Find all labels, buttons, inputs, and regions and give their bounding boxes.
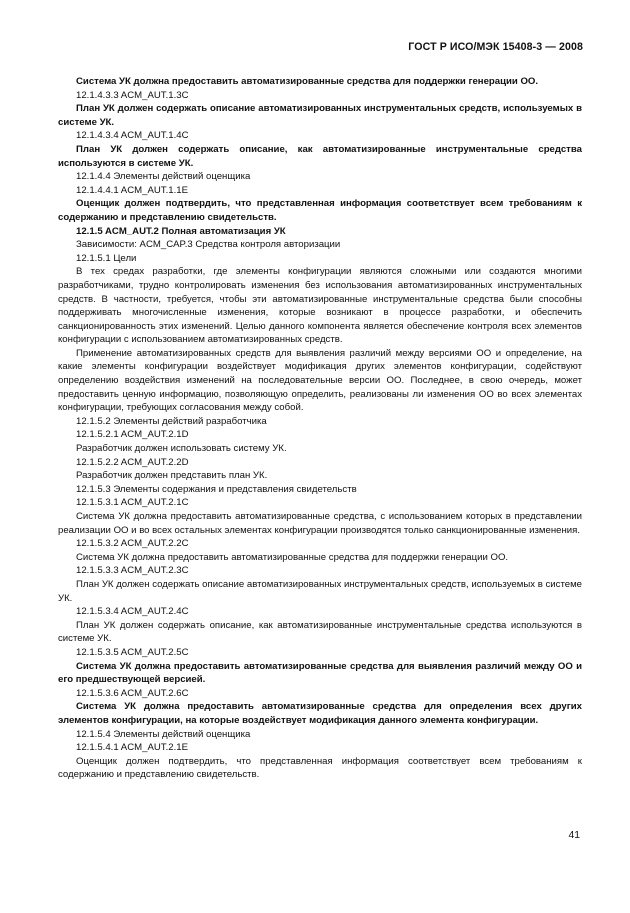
paragraph: Система УК должна предоставить автоматизированные средства для определения всех других элементов конфигурации, на которые воздействует модификация данного элемента конфигурации. xyxy=(58,701,582,726)
paragraph: 12.1.5.3.2 ACM_AUT.2.2C xyxy=(76,538,189,550)
paragraph: 12.1.5.4.1 ACM_AUT.2.1E xyxy=(76,742,188,754)
paragraph: 12.1.4.3.3 ACM_AUT.1.3C xyxy=(76,89,189,101)
paragraph: 12.1.4.4 Элементы действий оценщика xyxy=(76,171,251,183)
paragraph: План УК должен содержать описание автоматизированных инструментальных средств, используемых в системе УК. xyxy=(58,103,582,128)
paragraph: 12.1.5.3.1 ACM_AUT.2.1C xyxy=(76,497,189,509)
paragraph: 12.1.5.3.6 ACM_AUT.2.6C xyxy=(76,687,189,699)
paragraph: Система УК должна предоставить автоматизированные средства для выявления различий между ОО и его предшествующей версией. xyxy=(58,660,582,686)
paragraph: Оценщик должен подтвердить, что представленная информация соответствует всем требованиям к содержанию и представлению свидетельств. xyxy=(58,198,582,223)
paragraph: 12.1.5.2 Элементы действий разработчика xyxy=(76,415,267,427)
paragraph: Разработчик должен использовать систему УК. xyxy=(76,443,287,455)
paragraph: План УК должен содержать описание, как автоматизированные инструментальные средства используются в системе УК. xyxy=(58,619,582,645)
paragraph: 12.1.5.2.2 ACM_AUT.2.2D xyxy=(76,456,189,468)
paragraph: 12.1.5.4 Элементы действий оценщика xyxy=(76,728,251,740)
page-number: 41 xyxy=(568,830,580,841)
paragraph: В тех средах разработки, где элементы конфигурации являются сложными или создаются многими разработчиками, трудно контролировать изменения без использования автоматизированных инструментальных средств. В частности, требуется, чтобы эти автоматизированные инструментальные средства были способны поддерживать многочисленные изменения, которые возникают в процессе разработки, и обеспечить санкционированность этих изменений. Целью данного компонента является обеспечение контроля всех элементов конфигурации с использованием автоматизированных средств. xyxy=(58,266,582,346)
paragraph: Система УК должна предоставить автоматизированные средства для поддержки генерации ОО. xyxy=(76,551,509,563)
paragraph: 12.1.5.3.4 ACM_AUT.2.4C xyxy=(76,606,189,618)
paragraph: Зависимости: ACM_CAP.3 Средства контроля авторизации xyxy=(76,239,341,251)
paragraph: 12.1.4.3.4 ACM_AUT.1.4C xyxy=(76,130,189,142)
document-header: ГОСТ Р ИСО/МЭК 15408-3 — 2008 xyxy=(408,41,583,53)
paragraph: Оценщик должен подтвердить, что представленная информация соответствует всем требованиям к содержанию и представлению свидетельств. xyxy=(58,755,582,781)
paragraph: План УК должен содержать описание, как автоматизированные инструментальные средства используются в системе УК. xyxy=(58,143,582,169)
paragraph: 12.1.5.3.5 ACM_AUT.2.5C xyxy=(76,646,189,658)
paragraph: 12.1.5.3 Элементы содержания и представления свидетельств xyxy=(76,483,357,495)
paragraph: Применение автоматизированных средств для выявления различий между версиями ОО и определение, на какие элементы конфигурации воздействует модификация других элементов конфигурации, содействуют определению воздействия изменений на последовательные версии ОО. Последнее, в свою очередь, может предоставить ценную информацию, позволяющую определить, реализованы ли изменения ОО во всех элементах конфигурации, требующих согласования между собой. xyxy=(58,347,582,414)
paragraph: 12.1.4.4.1 ACM_AUT.1.1E xyxy=(76,184,188,196)
paragraph: 12.1.5.1 Цели xyxy=(76,252,137,264)
paragraph: 12.1.5.2.1 ACM_AUT.2.1D xyxy=(76,429,189,441)
section-heading: 12.1.5 ACM_AUT.2 Полная автоматизация УК xyxy=(76,225,286,237)
paragraph: 12.1.5.3.3 ACM_AUT.2.3C xyxy=(76,565,189,577)
paragraph: План УК должен содержать описание автоматизированных инструментальных средств, используемых в системе УК. xyxy=(58,578,582,604)
paragraph: Система УК должна предоставить автоматизированные средства для поддержки генерации ОО. xyxy=(76,76,539,87)
paragraph: Система УК должна предоставить автоматизированные средства, с использованием которых в представлении реализации ОО и во всех остальных элементах конфигурации производятся только санкционированные изменения. xyxy=(58,511,582,536)
document-body xyxy=(58,75,582,782)
paragraph: Разработчик должен представить план УК. xyxy=(76,470,268,482)
